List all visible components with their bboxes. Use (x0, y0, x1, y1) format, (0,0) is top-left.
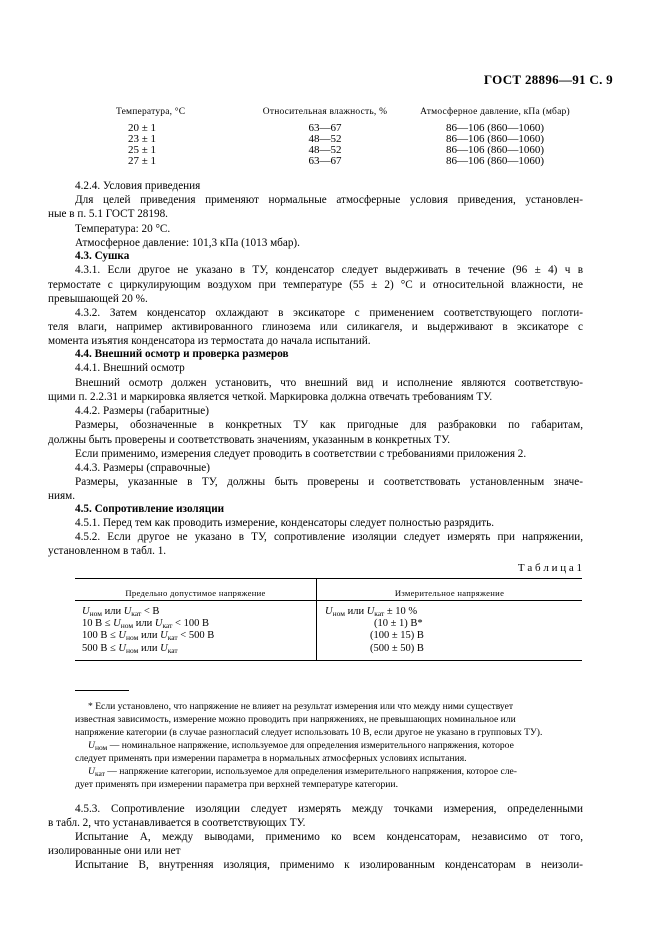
paragraph-line: Внешний осмотр должен установить, что внешний вид и исполнение являются соответствую- (75, 377, 583, 389)
paragraph-line: термостате с циркулирующим воздухом при температуре (55 ± 2) °С и относительной влажности, не (48, 279, 583, 291)
paragraph-line: Испытание В, внутренняя изоляция, применимо к изолированным конденсаторам в неизоли- (75, 859, 583, 871)
paragraph-line: в табл. 2, что устанавливается в соответствующих ТУ. (48, 817, 306, 829)
cond-temp: 20 ± 1 (127, 122, 156, 134)
cond-temp: 27 ± 1 (127, 155, 156, 167)
paragraph-line: ниям. (48, 490, 75, 502)
table-cell-max-voltage: 500 $В \le U_{ном}$ или $U_{кат}$ (82, 643, 178, 655)
footnote-line: напряжение категории (в случае разногласий следует использовать 10 В, если другое не указано в групповых ТУ). (75, 727, 543, 738)
paragraph-line: 4.5.3. Сопротивление изоляции следует измерять между точками измерения, определенными (75, 803, 583, 815)
cond-temp: 25 ± 1 (127, 144, 156, 156)
cond-pressure: 86—106 (860—1060) (445, 144, 545, 156)
cond-header-temp: Температура, °С (116, 107, 186, 117)
paragraph-line: 4.5.1. Перед тем как проводить измерение, конденсаторы следует полностью разрядить. (75, 517, 495, 529)
table-header-measuring-voltage: Измерительное напряжение (394, 588, 505, 598)
table-cell-measuring-voltage: (10 ± 1) В* (374, 618, 423, 629)
footnote-rule (75, 690, 129, 691)
paragraph-line: 4.4.2. Размеры (габаритные) (75, 405, 209, 417)
footnote-line: следует применять при измерении параметра в нормальных атмосферных условиях испытания. (75, 753, 467, 764)
paragraph-line: Испытание А, между выводами, применимо ко всем конденсаторам, независимо от того, (75, 831, 583, 843)
paragraph-line: Размеры, указанные в ТУ, должны быть проверены и соответствовать установленным значе- (75, 476, 583, 488)
table-cell-measuring-voltage: $U_{ном}$ или $U_{кат} \pm 10$ % (325, 606, 418, 618)
page-header: ГОСТ 28896—91 С. 9 (483, 72, 613, 87)
cond-pressure: 86—106 (860—1060) (445, 122, 545, 134)
table-cell-max-voltage: 100 $В \le U_{ном}$ или $U_{кат} < 500$ В (82, 630, 215, 642)
footnote-u-nom: $U_{ном}$ — номинальное напряжение, используемое для определения измерительного напряжения, которое (88, 740, 514, 752)
paragraph-line: щими п. 2.2.31 и маркировка является четкой. Маркировка должна отвечать требованиям ТУ. (48, 391, 493, 403)
cond-humidity: 48—52 (308, 144, 342, 156)
table-cell-measuring-voltage: (100 ± 15) В (370, 630, 424, 641)
table-bottom-rule (75, 660, 582, 661)
footnote-line: дует применять при измерении параметра при верхней температуре категории. (75, 779, 398, 790)
paragraph-line: момента изъятия конденсатора из термостата до начала испытаний. (48, 335, 371, 347)
paragraph-line: Размеры, обозначенные в конкретных ТУ как пригодные для разбраковки по габаритам, (75, 419, 583, 431)
section-4-3-heading: 4.3. Сушка (75, 250, 130, 262)
footnote-line: известная зависимость, измерение можно проводить при напряжениях, не превышающих номинальное или (75, 714, 516, 725)
table-cell-max-voltage: 10 $В \le U_{ном}$ или $U_{кат} < 100$ В (82, 618, 209, 630)
paragraph-line: 4.4.1. Внешний осмотр (75, 362, 185, 374)
cond-pressure: 86—106 (860—1060) (445, 155, 545, 167)
cond-header-humidity: Относительная влажность, % (262, 107, 388, 117)
paragraph-line: изолированные они или нет (48, 845, 181, 857)
paragraph-line: 4.4.3. Размеры (справочные) (75, 462, 210, 474)
cond-temp: 23 ± 1 (127, 133, 156, 145)
table-top-rule (75, 578, 582, 579)
section-4-5-heading: 4.5. Сопротивление изоляции (75, 503, 225, 515)
paragraph-line: должны быть проверены и соответствовать значениям, указанным в конкретных ТУ. (48, 434, 451, 446)
paragraph-line: 4.3.1. Если другое не указано в ТУ, конденсатор следует выдерживать в течение (96 ± 4) ч в (75, 264, 583, 276)
cond-humidity: 48—52 (308, 133, 342, 145)
table-caption: Т а б л и ц а 1 (517, 562, 582, 574)
cond-humidity: 63—67 (308, 122, 342, 134)
cond-humidity: 63—67 (308, 155, 342, 167)
table-header-max-voltage: Предельно допустимое напряжение (125, 588, 266, 598)
paragraph-line: Атмосферное давление: 101,3 кПа (1013 мбар). (75, 237, 300, 249)
paragraph-line: ные в п. 5.1 ГОСТ 28198. (48, 208, 168, 220)
paragraph-line: 4.3.2. Затем конденсатор охлаждают в эксикаторе с применением соответствующего поглоти- (75, 307, 583, 319)
section-4-4-heading: 4.4. Внешний осмотр и проверка размеров (75, 348, 289, 360)
table-cell-max-voltage: $U_{ном}$ или $U_{кат} < В$ (82, 606, 160, 618)
paragraph-line: Если применимо, измерения следует проводить в соответствии с требованиями приложения 2. (75, 448, 527, 460)
paragraph-line: Температура: 20 °С. (75, 223, 171, 235)
cond-header-pressure: Атмосферное давление, кПа (мбар) (420, 107, 570, 117)
table-cell-measuring-voltage: (500 ± 50) В (370, 643, 424, 654)
footnote-line: * Если установлено, что напряжение не влияет на результат измерения или что между ними существует (88, 701, 514, 712)
clause-4-2-4-title: 4.2.4. Условия приведения (75, 180, 201, 192)
paragraph-line: 4.5.2. Если другое не указано в ТУ, сопротивление изоляции следует измерять при напряжении, (75, 531, 583, 543)
table-header-rule (75, 600, 582, 601)
paragraph-line: теля влаги, например активированного глинозема или силикагеля, и выдерживают в эксикаторе с (48, 321, 583, 333)
paragraph-line: установленном в табл. 1. (48, 545, 167, 557)
paragraph-line: Для целей приведения применяют нормальные атмосферные условия приведения, установлен- (75, 194, 583, 206)
paragraph-line: превышающей 20 %. (48, 293, 148, 305)
footnote-u-kat: $U_{кат}$ — напряжение категории, используемое для определения измерительного напряжения, которое сле- (88, 766, 517, 778)
cond-pressure: 86—106 (860—1060) (445, 133, 545, 145)
